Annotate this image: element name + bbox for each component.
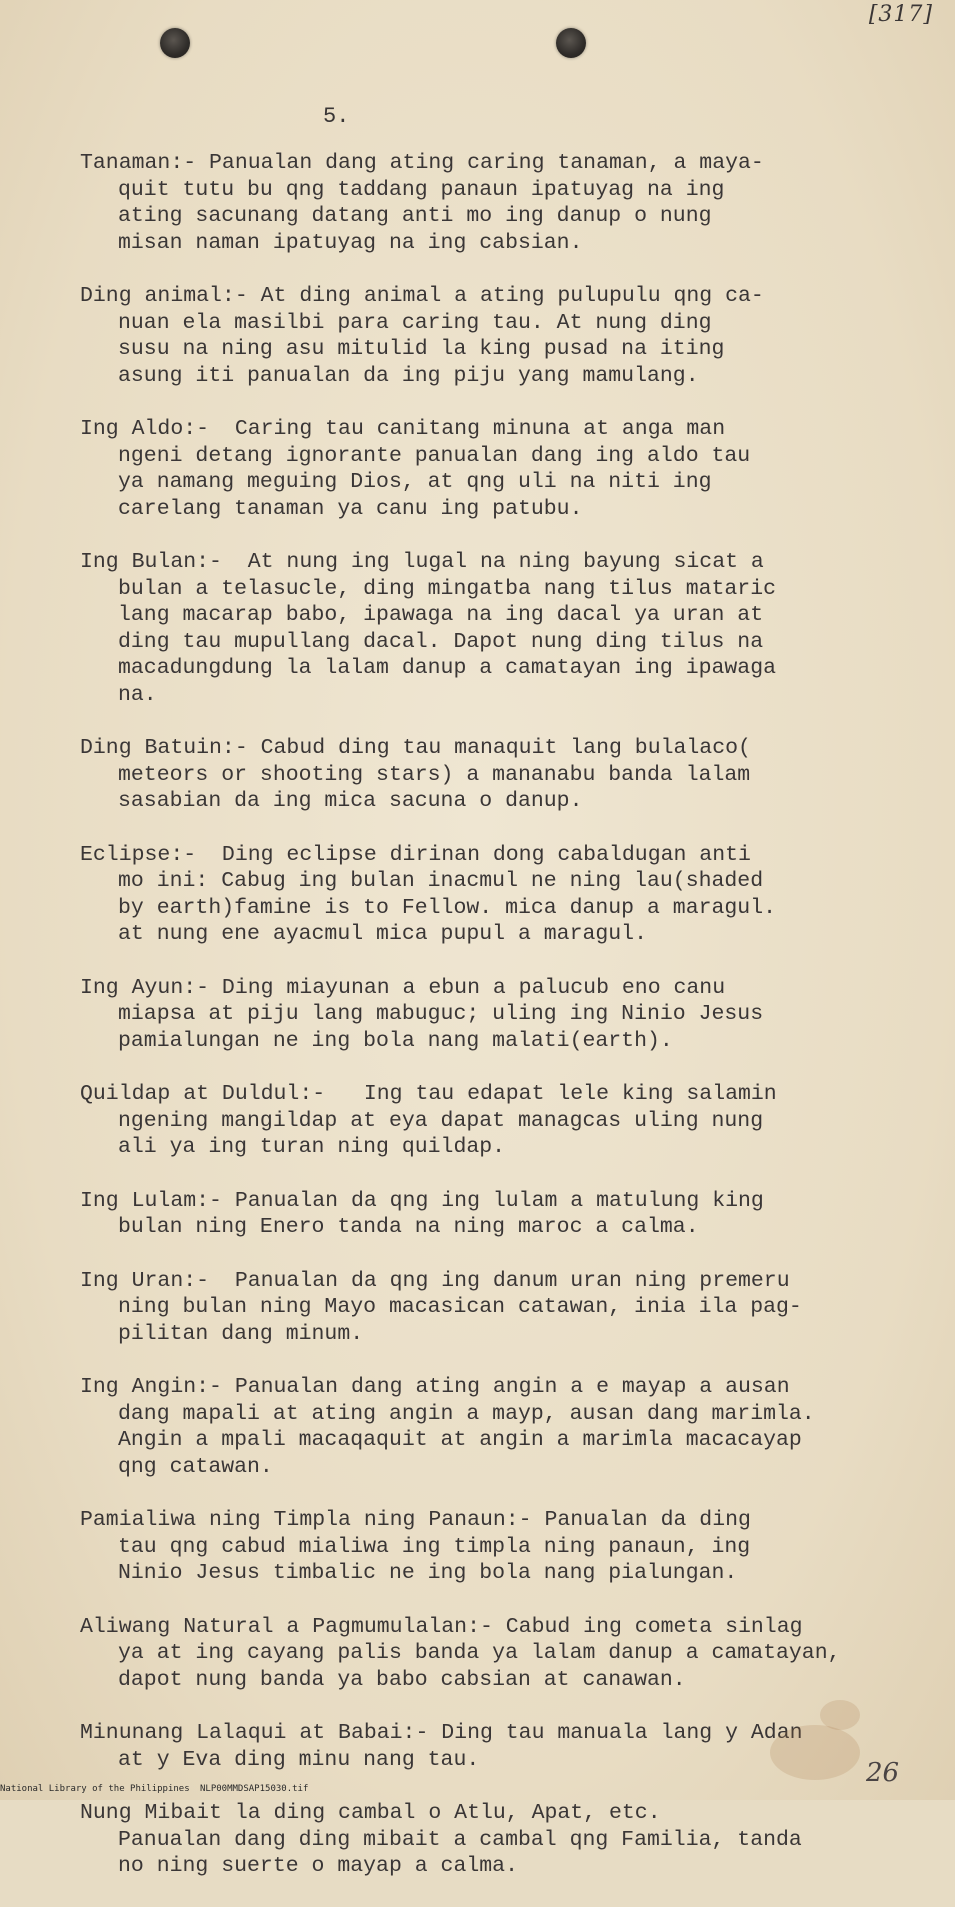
entry-line: Ing Uran:- Panualan da qng ing danum uran ning premeru	[80, 1268, 790, 1293]
entry-line: no ning suerte o mayap a calma.	[118, 1854, 518, 1878]
handwritten-page-number: 26	[866, 1758, 900, 1788]
entry-line: ali ya ing turan ning quildap.	[118, 1135, 506, 1159]
entry-line: ngeni detang ignorante panualan dang ing aldo tau	[118, 443, 751, 468]
entry-line: ngening mangildap at eya dapat managcas uling nung	[118, 1108, 764, 1133]
entry-line: ding tau mupullang dacal. Dapot nung ding tilus na	[118, 629, 764, 654]
punch-hole-right	[556, 28, 586, 58]
entry-line: Ing Bulan:- At nung ing lugal na ning bayung sicat a	[80, 550, 764, 574]
entry-line: meteors or shooting stars) a mananabu banda lalam	[118, 762, 751, 787]
entry-line: lang macarap babo, ipawaga na ing dacal ya uran at	[118, 603, 764, 627]
entry-line: by earth)famine is to Fellow. mica danup a maragul.	[118, 895, 777, 920]
entry-line: mo ini: Cabug ing bulan inacmul ne ning lau(shaded	[118, 869, 764, 893]
paper-stain	[820, 1700, 860, 1730]
entry-line: Tanaman:- Panualan dang ating caring tanaman, a maya-	[80, 151, 764, 175]
entry-quildap-at-duldul	[80, 1081, 940, 1161]
entry-ing-aldo	[80, 416, 940, 522]
entry-line: Aliwang Natural a Pagmumulalan:- Cabud ing cometa sinlag	[80, 1614, 803, 1639]
entry-line: Minunang Lalaqui at Babai:- Ding tau manuala lang y Adan	[80, 1721, 803, 1745]
entry-line: nuan ela masilbi para caring tau. At nung ding	[118, 310, 712, 335]
footer-filename: NLP00MMDSAP15030.tif	[200, 1784, 309, 1794]
entry-line: macadungdung la lalam danup a camatayan ing ipawaga	[118, 656, 777, 680]
entry-line: Quildap at Duldul:- Ing tau edapat lele king salamin	[80, 1082, 777, 1106]
entry-ing-angin	[80, 1374, 940, 1480]
entry-line: ya namang meguing Dios, at qng uli na niti ing	[118, 470, 712, 494]
entry-line: dang mapali at ating angin a mayp, ausan dang marimla.	[118, 1401, 815, 1426]
entry-line: Ing Lulam:- Panualan da qng ing lulam a matulung king	[80, 1188, 764, 1213]
entry-aliwang-natural	[80, 1614, 940, 1694]
entry-ing-lulam	[80, 1188, 940, 1241]
entry-line: ating sacunang datang anti mo ing danup o nung	[118, 204, 712, 228]
entry-ding-batuin	[80, 735, 940, 815]
entry-line: Ninio Jesus timbalic ne ing bola nang pialungan.	[118, 1561, 738, 1585]
footer-credit: National Library of the Philippines	[0, 1784, 190, 1794]
entry-tanaman	[80, 150, 940, 256]
entry-line: dapot nung banda ya babo cabsian at canawan.	[118, 1667, 686, 1692]
page-number: 5.	[323, 104, 350, 129]
entry-line: Ing Aldo:- Caring tau canitang minuna at anga man	[80, 417, 726, 441]
punch-hole-left	[160, 28, 190, 58]
entries-list	[80, 150, 940, 1907]
entry-line: Ding Batuin:- Cabud ding tau manaquit lang bulalaco(	[80, 736, 751, 760]
entry-line: asung iti panualan da ing piju yang mamulang.	[118, 363, 699, 388]
entry-line: susu na ning asu mitulid la king pusad na iting	[118, 337, 725, 361]
archive-number: [317]	[868, 2, 933, 27]
entry-line: Angin a mpali macaqaquit at angin a marimla macacayap	[118, 1428, 802, 1452]
entry-line: pamialungan ne ing bola nang malati(earth).	[118, 1028, 673, 1053]
entry-line: na.	[118, 682, 157, 707]
entry-ing-bulan	[80, 549, 940, 708]
entry-nung-mibait	[80, 1800, 940, 1880]
entry-line: Eclipse:- Ding eclipse dirinan dong cabaldugan anti	[80, 842, 751, 867]
entry-line: qng catawan.	[118, 1454, 273, 1479]
entry-line: quit tutu bu qng taddang panaun ipatuyag na ing	[118, 177, 725, 202]
entry-line: sasabian da ing mica sacuna o danup.	[118, 789, 583, 813]
entry-line: miapsa at piju lang mabuguc; uling ing Ninio Jesus	[118, 1002, 764, 1026]
entry-line: pilitan dang minum.	[118, 1321, 364, 1346]
entry-line: bulan a telasucle, ding mingatba nang tilus mataric	[118, 576, 777, 601]
entry-line: Panualan dang ding mibait a cambal qng Familia, tanda	[118, 1827, 802, 1852]
entry-line: ning bulan ning Mayo macasican catawan, inia ila pag-	[118, 1295, 802, 1319]
entry-line: bulan ning Enero tanda na ning maroc a calma.	[118, 1215, 699, 1239]
entry-ding-animal	[80, 283, 940, 389]
entry-line: Ding animal:- At ding animal a ating pulupulu qng ca-	[80, 284, 764, 308]
entry-line: Ing Angin:- Panualan dang ating angin a e mayap a ausan	[80, 1375, 790, 1399]
entry-line: ya at ing cayang palis banda ya lalam danup a camatayan,	[118, 1641, 841, 1665]
entry-line: carelang tanaman ya canu ing patubu.	[118, 496, 583, 521]
entry-line: tau qng cabud mialiwa ing timpla ning panaun, ing	[118, 1534, 751, 1559]
entry-ing-ayun	[80, 975, 940, 1055]
entry-line: Ing Ayun:- Ding miayunan a ebun a palucub eno canu	[80, 975, 726, 1000]
entry-pamialiwa	[80, 1507, 940, 1587]
entry-eclipse	[80, 842, 940, 948]
entry-line: misan naman ipatuyag na ing cabsian.	[118, 230, 583, 255]
entry-line: at nung ene ayacmul mica pupul a maragul.	[118, 922, 647, 946]
entry-line: Nung Mibait la ding cambal o Atlu, Apat, etc.	[80, 1801, 661, 1825]
paper-stain	[770, 1725, 860, 1780]
entry-ing-uran	[80, 1268, 940, 1348]
entry-line: Pamialiwa ning Timpla ning Panaun:- Panualan da ding	[80, 1508, 751, 1532]
entry-line: at y Eva ding minu nang tau.	[118, 1747, 480, 1772]
